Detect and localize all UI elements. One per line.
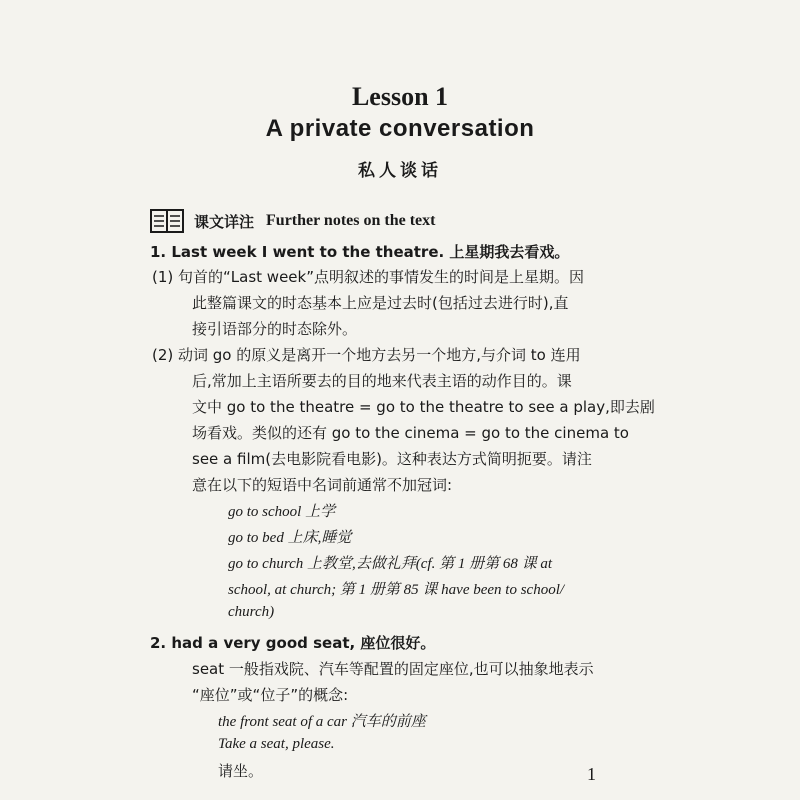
section-header [150, 206, 435, 236]
section-label-chinese: 课文详注 [194, 212, 255, 231]
example-line: 请坐。 [218, 762, 264, 780]
lesson-title-chinese: 私人谈话 [358, 161, 442, 181]
lesson-title: A private conversation [265, 115, 535, 142]
example-line: go to church 上教堂,去做礼拜(cf. 第 1 册第 68 课 at [228, 556, 553, 572]
note-text-line: (2) 动词 go 的原义是离开一个地方去另一个地方,与介词 to 连用 [152, 346, 581, 364]
example-line: go to school 上学 [228, 504, 336, 520]
example-line: church) [228, 604, 275, 620]
note-heading: 1. Last week I went to the theatre. 上星期我去看戏。 [150, 243, 570, 261]
lesson-number: Lesson 1 [351, 82, 449, 111]
example-line: school, at church; 第 1 册第 85 课 have been to school/ [228, 582, 565, 598]
example-line: go to bed 上床,睡觉 [228, 530, 352, 546]
note-text-line: 意在以下的短语中名词前通常不加冠词: [192, 476, 453, 494]
note-heading: 2. had a very good seat, 座位很好。 [150, 634, 436, 652]
note-text-line: “座位”或“位子”的概念: [192, 686, 349, 704]
note-text-line: 后,常加上主语所要去的目的地来代表主语的动作目的。课 [192, 372, 572, 390]
example-line: the front seat of a car 汽车的前座 [218, 714, 426, 730]
note-text-line: 此整篇课文的时态基本上应是过去时(包括过去进行时),直 [192, 294, 569, 312]
note-text-line: see a film(去电影院看电影)。这种表达方式简明扼要。请注 [192, 450, 592, 468]
note-text-line: 接引语部分的时态除外。 [192, 320, 358, 338]
note-text-line: (1) 句首的“Last week”点明叙述的事情发生的时间是上星期。因 [152, 268, 584, 286]
example-line: Take a seat, please. [218, 736, 335, 752]
note-text-line: 场看戏。类似的还有 go to the cinema = go to the cinema to [192, 424, 629, 442]
section-label-english: Further notes on the text [266, 212, 436, 229]
book-icon [150, 208, 184, 234]
note-text-line: 文中 go to the theatre = go to the theatre to see a play,即去剧 [192, 398, 655, 416]
page-number: 1 [587, 764, 596, 784]
note-text-line: seat 一般指戏院、汽车等配置的固定座位,也可以抽象地表示 [192, 660, 594, 678]
